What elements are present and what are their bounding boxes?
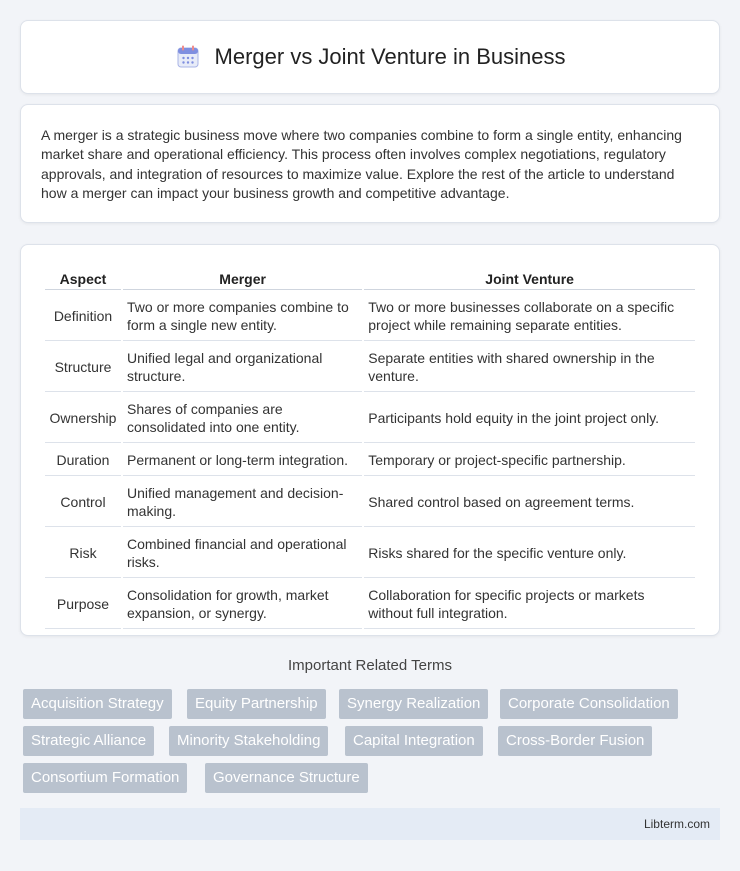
cell-joint-venture: Two or more businesses collaborate on a specific project while remaining separate entities. [364,292,695,341]
cell-aspect: Risk [45,529,121,578]
table-row [45,445,695,476]
footer [20,808,720,840]
cell-merger: Two or more companies combine to form a single new entity. [123,292,362,341]
intro-paragraph: A merger is a strategic business move where two companies combine to form a single entity, enhancing market share and operational efficiency. This process often involves complex negotiations, regulatory approvals, and integration of resources to maximize value. Explore the rest of the article to understand how a merger can impact your business growth and competitive advantage. [41,127,682,202]
related-terms-title: Important Related Terms [288,657,452,674]
cell-aspect: Control [45,478,121,527]
cell-aspect: Purpose [45,580,121,629]
cell-joint-venture: Separate entities with shared ownership in the venture. [364,343,695,392]
related-term-tag[interactable]: Equity Partnership [187,689,326,719]
cell-joint-venture: Shared control based on agreement terms. [364,478,695,527]
cell-aspect: Duration [45,445,121,476]
related-term-tag[interactable]: Synergy Realization [339,689,488,719]
calendar-icon [175,44,201,70]
title-card [20,20,720,94]
related-term-tag[interactable]: Minority Stakeholding [169,726,328,756]
related-term-tag[interactable]: Acquisition Strategy [23,689,172,719]
page-title: Merger vs Joint Venture in Business [214,44,566,69]
cell-merger: Unified management and decision-making. [123,478,362,527]
cell-joint-venture: Temporary or project-specific partnership. [364,445,695,476]
header-joint-venture: Joint Venture [364,267,695,290]
cell-joint-venture: Participants hold equity in the joint project only. [364,394,695,443]
related-term-tag[interactable]: Capital Integration [345,726,483,756]
related-term-tag[interactable]: Cross-Border Fusion [498,726,652,756]
cell-aspect: Ownership [45,394,121,443]
comparison-table [43,265,697,631]
table-header-row [45,267,695,290]
table-row [45,343,695,392]
table-row [45,580,695,629]
related-term-tag[interactable]: Corporate Consolidation [500,689,678,719]
related-term-tag[interactable]: Consortium Formation [23,763,187,793]
cell-merger: Consolidation for growth, market expansion, or synergy. [123,580,362,629]
table-row [45,529,695,578]
related-term-tag[interactable]: Strategic Alliance [23,726,154,756]
cell-aspect: Structure [45,343,121,392]
cell-merger: Permanent or long-term integration. [123,445,362,476]
header-aspect: Aspect [45,267,121,290]
footer-site-link[interactable]: Libterm.com [643,817,710,831]
cell-merger: Combined financial and operational risks. [123,529,362,578]
header-merger: Merger [123,267,362,290]
cell-joint-venture: Collaboration for specific projects or markets without full integration. [364,580,695,629]
cell-aspect: Definition [45,292,121,341]
cell-joint-venture: Risks shared for the specific venture only. [364,529,695,578]
intro-card [20,104,720,223]
table-row [45,478,695,527]
comparison-table-card [20,244,720,636]
cell-merger: Unified legal and organizational structure. [123,343,362,392]
table-row [45,394,695,443]
cell-merger: Shares of companies are consolidated into one entity. [123,394,362,443]
related-term-tag[interactable]: Governance Structure [205,763,368,793]
table-row [45,292,695,341]
